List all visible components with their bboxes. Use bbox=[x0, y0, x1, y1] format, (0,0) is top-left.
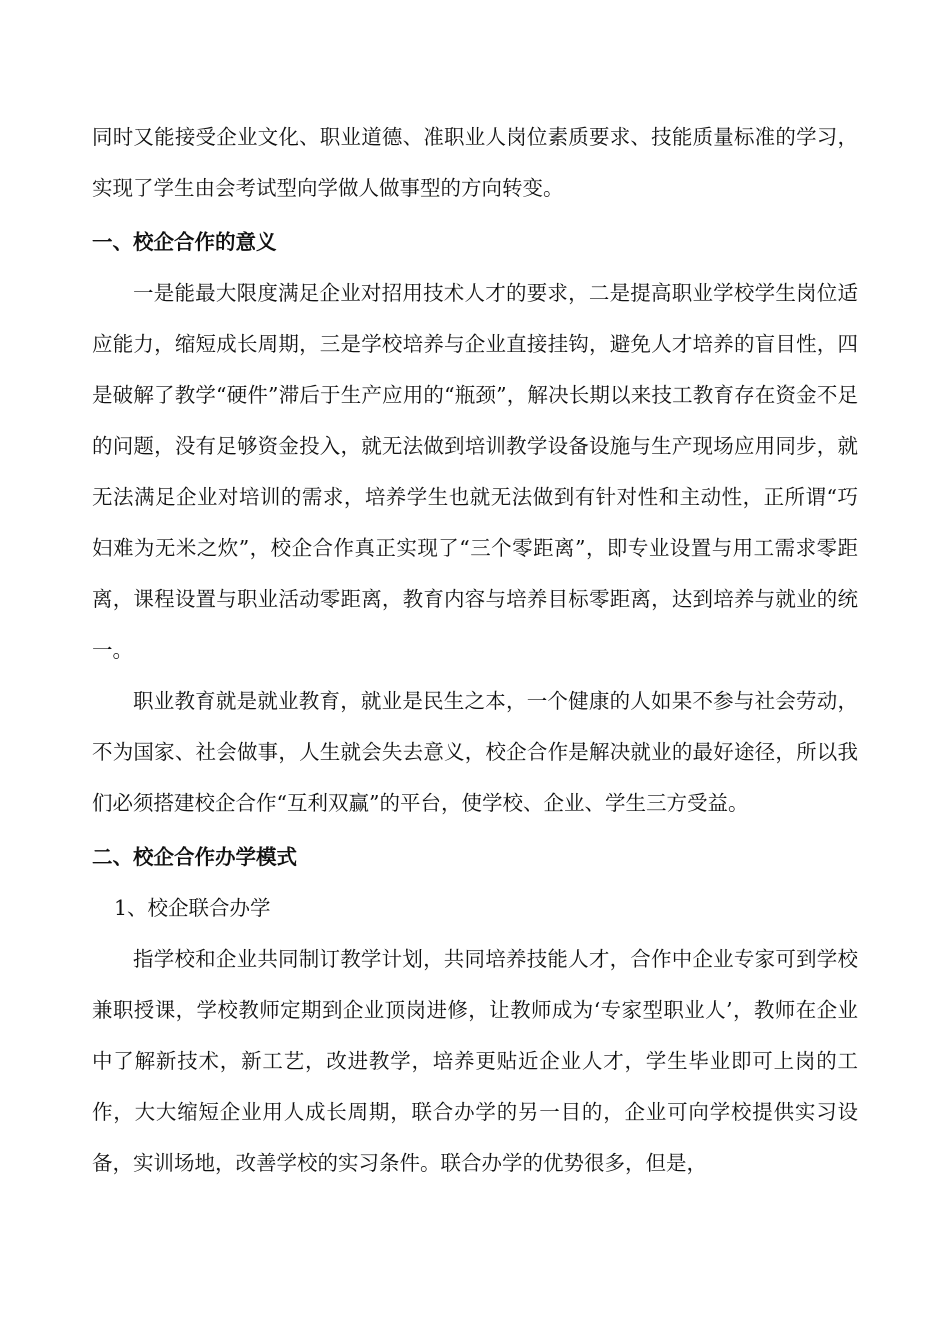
section-2-paragraph-1: 指学校和企业共同制订教学计划，共同培养技能人才，合作中企业专家可到学校兼职授课，学校教师定期到企业顶岗进修，让教师成为‘专家型职业人’，教师在企业中了解新技术，新工艺，改进教学，培养更贴近企业人才，学生毕业即可上岗的工作，大大缩短企业用人成长周期，联合办学的另一目的，企业可向学校提供实习设备，实训场地，改善学校的实习条件。联合办学的优势很多，但是， bbox=[92, 947, 858, 1175]
document-page bbox=[92, 112, 858, 1189]
section-2-heading: 二、校企合作办学模式 bbox=[92, 845, 297, 869]
section-2-subheading-1: 1、校企联合办学 bbox=[114, 896, 271, 920]
section-1-paragraph-2: 职业教育就是就业教育，就业是民生之本，一个健康的人如果不参与社会劳动，不为国家、社会做事，人生就会失去意义，校企合作是解决就业的最好途径，所以我们必须搭建校企合作“互利双赢”的平台，使学校、企业、学生三方受益。 bbox=[92, 689, 858, 815]
section-1-paragraph-1: 一是能最大限度满足企业对招用技术人才的要求，二是提高职业学校学生岗位适应能力，缩短成长周期，三是学校培养与企业直接挂钩，避免人才培养的盲目性，四是破解了教学“硬件”滞后于生产应用的“瓶颈”，解决长期以来技工教育存在资金不足的问题，没有足够资金投入，就无法做到培训教学设备设施与生产现场应用同步，就无法满足企业对培训的需求，培养学生也就无法做到有针对性和主动性，正所谓“巧妇难为无米之炊”，校企合作真正实现了“三个零距离”，即专业设置与用工需求零距离，课程设置与职业活动零距离，教育内容与培养目标零距离，达到培养与就业的统一。 bbox=[92, 281, 858, 662]
section-1-heading: 一、校企合作的意义 bbox=[92, 230, 277, 254]
intro-paragraph: 同时又能接受企业文化、职业道德、准职业人岗位素质要求、技能质量标准的学习，实现了学生由会考试型向学做人做事型的方向转变。 bbox=[92, 125, 858, 200]
